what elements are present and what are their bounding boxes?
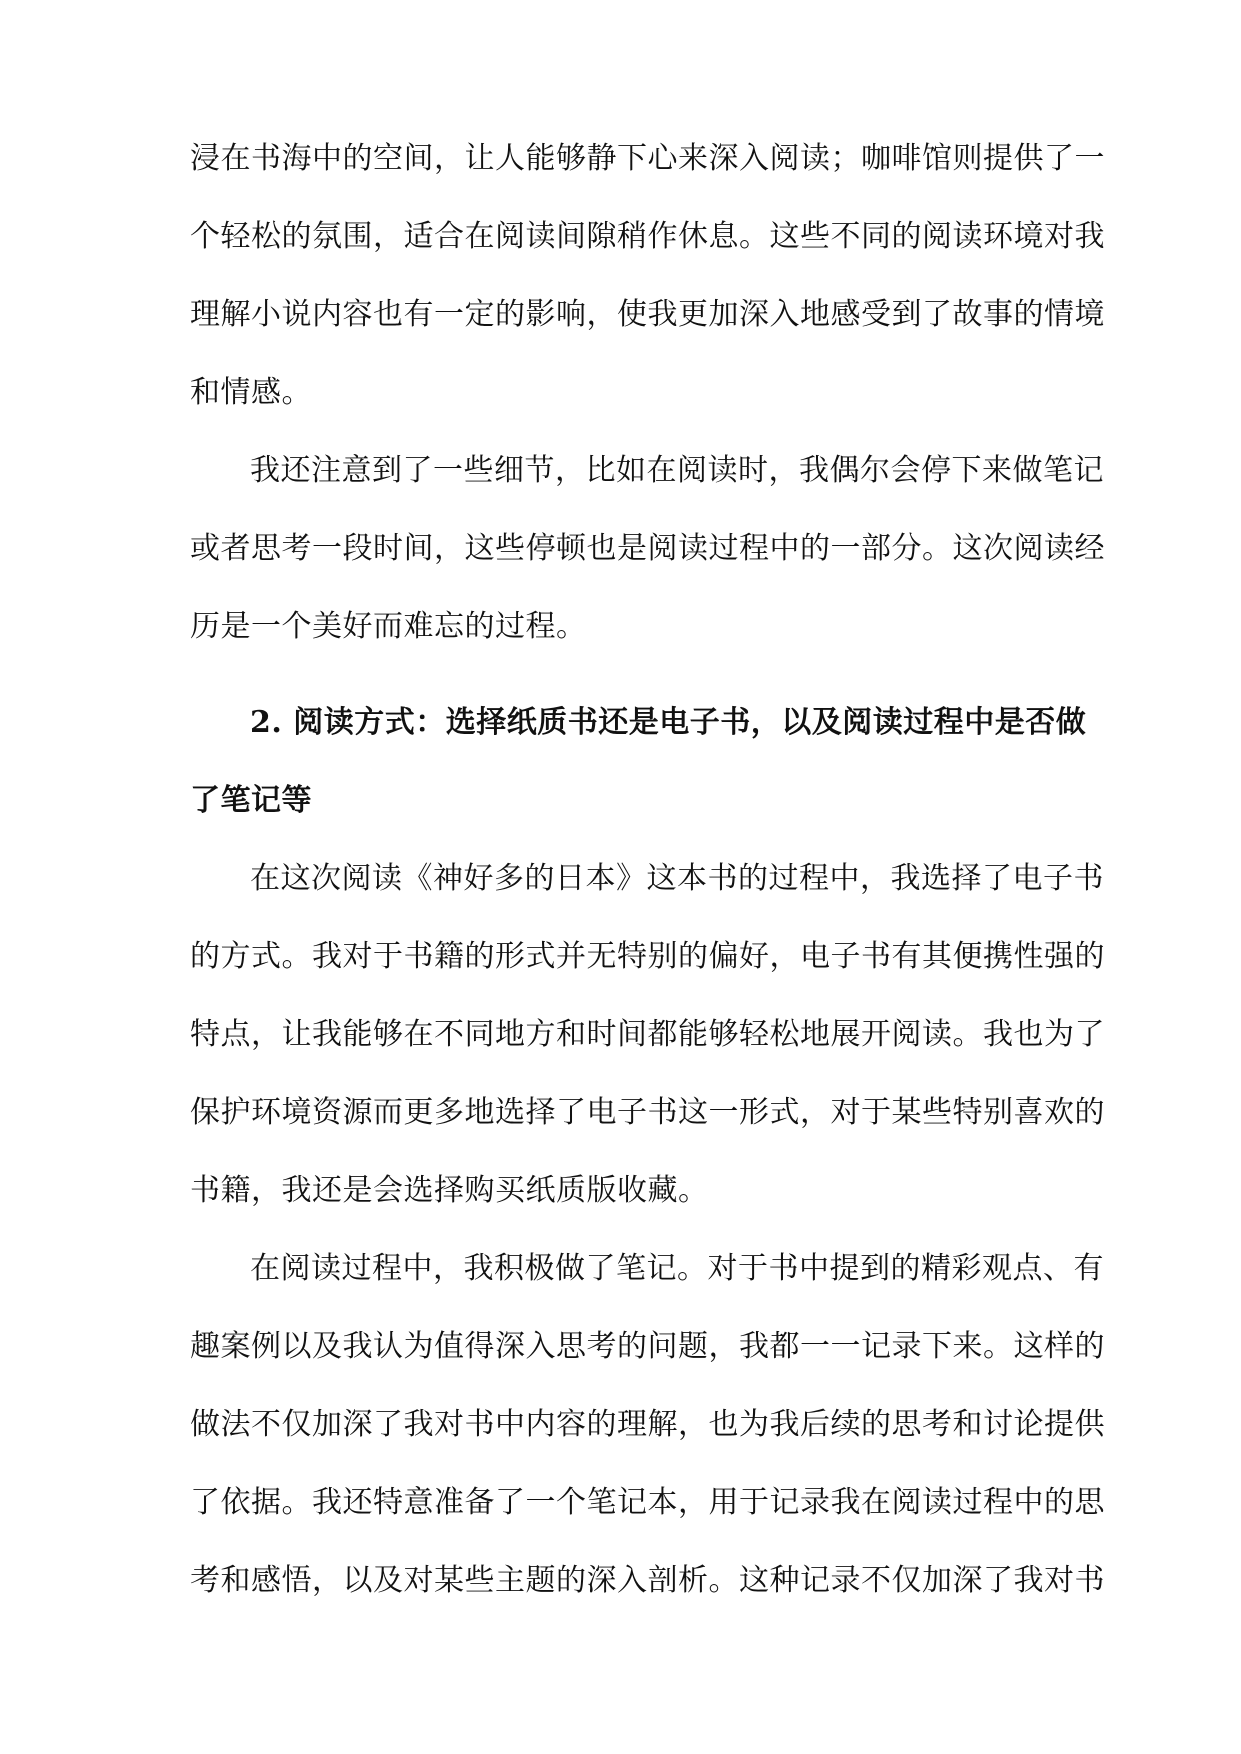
paragraph-details	[190, 432, 1105, 666]
text-line: 考和感悟，以及对某些主题的深入剖析。这种记录不仅加深了我对书	[190, 1563, 1105, 1598]
text-line: 理解小说内容也有一定的影响，使我更加深入地感受到了故事的情境	[190, 297, 1105, 332]
section-heading	[190, 684, 1087, 840]
text-line: 历是一个美好而难忘的过程。	[190, 609, 587, 644]
text-line: 的方式。我对于书籍的形式并无特别的偏好，电子书有其便携性强的	[190, 939, 1105, 974]
heading-line: 2. 阅读方式：选择纸质书还是电子书，以及阅读过程中是否做	[250, 705, 1087, 740]
text-line: 书籍，我还是会选择购买纸质版收藏。	[190, 1173, 709, 1208]
text-line: 和情感。	[190, 375, 312, 410]
text-line: 个轻松的氛围，适合在阅读间隙稍作休息。这些不同的阅读环境对我	[190, 219, 1105, 254]
text-line: 趣案例以及我认为值得深入思考的问题，我都一一记录下来。这样的	[190, 1329, 1105, 1364]
text-line: 浸在书海中的空间，让人能够静下心来深入阅读；咖啡馆则提供了一	[190, 141, 1105, 176]
section-gap	[190, 666, 1052, 684]
text-line: 保护环境资源而更多地选择了电子书这一形式，对于某些特别喜欢的	[190, 1095, 1105, 1130]
text-line: 在阅读过程中，我积极做了笔记。对于书中提到的精彩观点、有	[250, 1251, 1104, 1286]
paragraph-reading-format	[190, 840, 1105, 1230]
text-line: 在这次阅读《神好多的日本》这本书的过程中，我选择了电子书	[250, 861, 1104, 896]
document-page	[190, 120, 1105, 1620]
text-line: 了依据。我还特意准备了一个笔记本，用于记录我在阅读过程中的思	[190, 1485, 1105, 1520]
paragraph-reading-environment	[190, 120, 1105, 432]
heading-line: 了笔记等	[190, 783, 312, 818]
text-line: 我还注意到了一些细节，比如在阅读时，我偶尔会停下来做笔记	[250, 453, 1104, 488]
text-line: 或者思考一段时间，这些停顿也是阅读过程中的一部分。这次阅读经	[190, 531, 1105, 566]
paragraph-notes	[190, 1230, 1105, 1620]
text-line: 特点，让我能够在不同地方和时间都能够轻松地展开阅读。我也为了	[190, 1017, 1105, 1052]
text-line: 做法不仅加深了我对书中内容的理解，也为我后续的思考和讨论提供	[190, 1407, 1105, 1442]
